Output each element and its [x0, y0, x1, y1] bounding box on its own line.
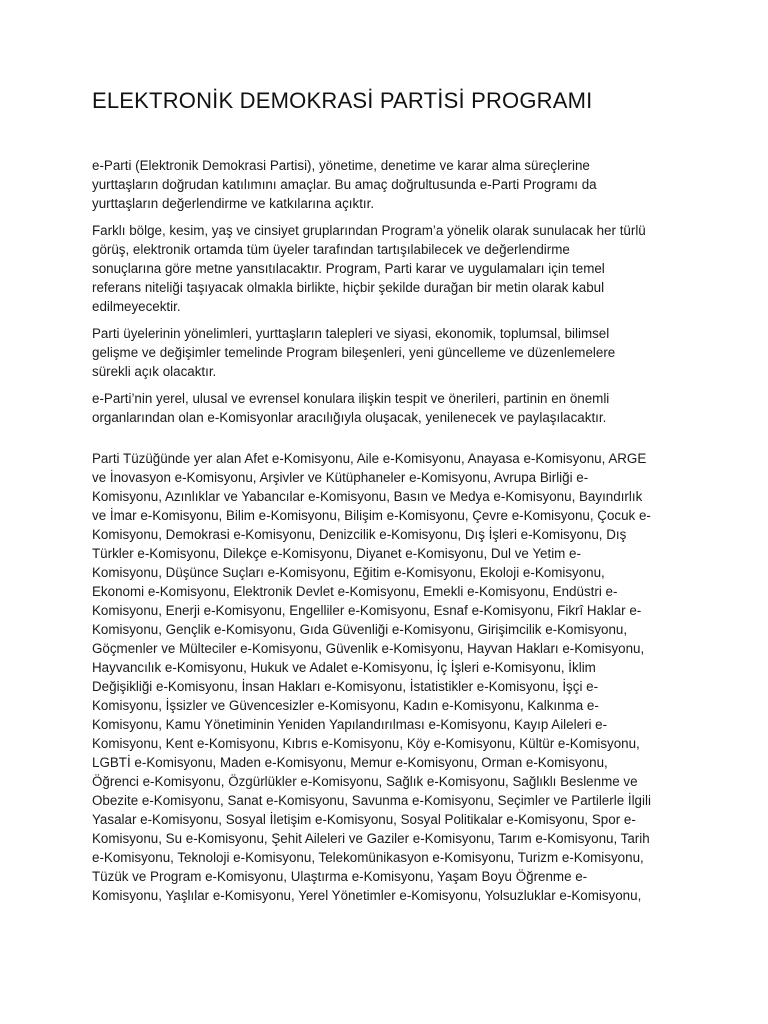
paragraph-commission-list [92, 449, 684, 905]
document-body [92, 156, 684, 905]
text-line: Göçmenler ve Mülteciler e-Komisyonu, Güvenlik e-Komisyonu, Hayvan Hakları e-Komisyonu, [92, 641, 645, 656]
text-line: sürekli açık olacaktır. [92, 364, 217, 379]
text-line: edilmeyecektir. [92, 299, 181, 314]
text-line: ve İnovasyon e-Komisyonu, Arşivler ve Kütüphaneler e-Komisyonu, Avrupa Birliği e- [92, 470, 589, 485]
text-line: Komisyonu, Kent e-Komisyonu, Kıbrıs e-Komisyonu, Köy e-Komisyonu, Kültür e-Komisyonu, [92, 736, 640, 751]
text-line: Değişikliği e-Komisyonu, İnsan Hakları e-Komisyonu, İstatistikler e-Komisyonu, İşçi e- [92, 679, 599, 694]
text-line: yurttaşların değerlendirme ve katkılarına açıktır. [92, 196, 375, 211]
text-line: e-Parti’nin yerel, ulusal ve evrensel konulara ilişkin tespit ve önerileri, partinin en önemli [92, 391, 610, 406]
text-line: e-Komisyonu, Teknoloji e-Komisyonu, Telekomünikasyon e-Komisyonu, Turizm e-Komisyonu, [92, 850, 644, 865]
text-line: Farklı bölge, kesim, yaş ve cinsiyet gruplarından Program’a yönelik olarak sunulacak her türlü [92, 223, 646, 238]
text-line: Yasalar e-Komisyonu, Sosyal İletişim e-Komisyonu, Sosyal Politikalar e-Komisyonu, Spor e- [92, 812, 636, 827]
text-line: Komisyonu, Gençlik e-Komisyonu, Gıda Güvenliği e-Komisyonu, Girişimcilik e-Komisyonu, [92, 622, 628, 637]
text-line: Komisyonu, Yaşlılar e-Komisyonu, Yerel Yönetimler e-Komisyonu, Yolsuzluklar e-Komisyonu, [92, 888, 642, 903]
paragraph-commissions [92, 389, 684, 427]
paragraph-updates [92, 324, 684, 381]
text-line: Türkler e-Komisyonu, Dilekçe e-Komisyonu, Diyanet e-Komisyonu, Dul ve Yetim e- [92, 546, 581, 561]
text-line: Öğrenci e-Komisyonu, Özgürlükler e-Komisyonu, Sağlık e-Komisyonu, Sağlıklı Beslenme ve [92, 774, 638, 789]
paragraph-contributions [92, 221, 684, 316]
text-line: Komisyonu, Demokrasi e-Komisyonu, Denizcilik e-Komisyonu, Dış İşleri e-Komisyonu, Dış [92, 527, 627, 542]
text-line: Tüzük ve Program e-Komisyonu, Ulaştırma e-Komisyonu, Yaşam Boyu Öğrenme e- [92, 869, 588, 884]
text-line: referans niteliği taşıyacak olmakla birlikte, hiçbir şekilde durağan bir metin olarak kabul [92, 280, 605, 295]
text-line: ve İmar e-Komisyonu, Bilim e-Komisyonu, Bilişim e-Komisyonu, Çevre e-Komisyonu, Çocuk e- [92, 508, 651, 523]
text-line: e-Parti (Elektronik Demokrasi Partisi), yönetime, denetime ve karar alma süreçlerine [92, 158, 590, 173]
text-line: LGBTİ e-Komisyonu, Maden e-Komisyonu, Memur e-Komisyonu, Orman e-Komisyonu, [92, 755, 608, 770]
text-line: sonuçlarına göre metne yansıtılacaktır. Program, Parti karar ve uygulamaları için temel [92, 261, 605, 276]
text-line: yurttaşların doğrudan katılımını amaçlar. Bu amaç doğrultusunda e-Parti Programı da [92, 177, 597, 192]
text-line: Obezite e-Komisyonu, Sanat e-Komisyonu, Savunma e-Komisyonu, Seçimler ve Partilerle İlgili [92, 793, 651, 808]
paragraph-intro [92, 156, 684, 213]
document-title: ELEKTRONİK DEMOKRASİ PARTİSİ PROGRAMI [92, 88, 593, 113]
text-line: Parti Tüzüğünde yer alan Afet e-Komisyonu, Aile e-Komisyonu, Anayasa e-Komisyonu, ARGE [92, 451, 647, 466]
text-line: Komisyonu, Su e-Komisyonu, Şehit Aileleri ve Gaziler e-Komisyonu, Tarım e-Komisyonu, Tarih [92, 831, 650, 846]
text-line: organlarından olan e-Komisyonlar aracılığıyla oluşacak, yenilenecek ve paylaşılacaktır. [92, 410, 607, 425]
text-line: gelişme ve değişimler temelinde Program bileşenleri, yeni güncelleme ve düzenlemelere [92, 345, 616, 360]
text-line: Komisyonu, Düşünce Suçları e-Komisyonu, Eğitim e-Komisyonu, Ekoloji e-Komisyonu, [92, 565, 605, 580]
text-line: Hayvancılık e-Komisyonu, Hukuk ve Adalet e-Komisyonu, İç İşleri e-Komisyonu, İklim [92, 660, 596, 675]
text-line: Komisyonu, Enerji e-Komisyonu, Engelliler e-Komisyonu, Esnaf e-Komisyonu, Fikrî Haklar e- [92, 603, 642, 618]
text-line: Komisyonu, Kamu Yönetiminin Yeniden Yapılandırılması e-Komisyonu, Kayıp Aileleri e- [92, 717, 608, 732]
text-line: Komisyonu, Azınlıklar ve Yabancılar e-Komisyonu, Basın ve Medya e-Komisyonu, Bayındırlık [92, 489, 643, 504]
text-line: Parti üyelerinin yönelimleri, yurttaşların talepleri ve siyasi, ekonomik, toplumsal, bilimsel [92, 326, 610, 341]
text-line: görüş, elektronik ortamda tüm üyeler tarafından tartışılabilecek ve değerlendirme [92, 242, 570, 257]
text-line: Komisyonu, İşsizler ve Güvencesizler e-Komisyonu, Kadın e-Komisyonu, Kalkınma e- [92, 698, 599, 713]
text-line: Ekonomi e-Komisyonu, Elektronik Devlet e-Komisyonu, Emekli e-Komisyonu, Endüstri e- [92, 584, 618, 599]
